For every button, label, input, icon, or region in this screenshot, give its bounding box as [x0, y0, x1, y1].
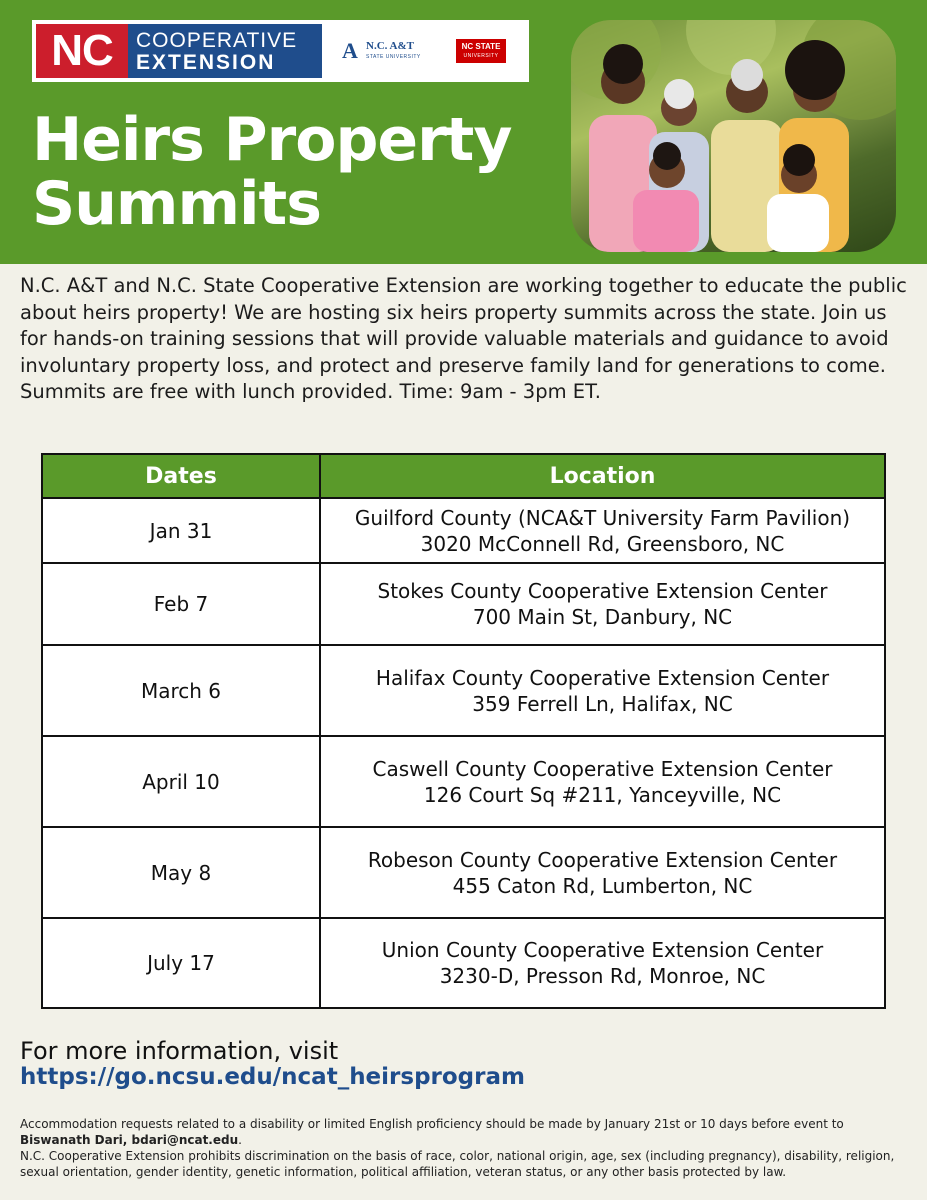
row-location	[320, 563, 885, 645]
row-date: July 17	[42, 918, 320, 1008]
row-location	[320, 918, 885, 1008]
ncat-name: N.C. A&T	[366, 40, 414, 52]
header-dates: Dates	[42, 454, 320, 498]
table-row	[42, 645, 885, 736]
title-line-1: Heirs Property	[32, 105, 512, 175]
ncat-subtitle: STATE UNIVERSITY	[366, 54, 421, 60]
location-name: Union County Cooperative Extension Center	[381, 938, 824, 962]
row-date: March 6	[42, 645, 320, 736]
location-name: Stokes County Cooperative Extension Center	[377, 579, 828, 603]
ncstate-logo	[456, 39, 506, 63]
summit-schedule-table	[41, 453, 886, 1009]
intro-paragraph: N.C. A&T and N.C. State Cooperative Extension are working together to educate the public about heirs property! We are hosting six heirs property summits across the state. Join us for hands-on training sessions that will provide valuable materials and guidance to avoid involuntary property loss, and protect and preserve family land for generations to come.	[20, 274, 907, 377]
location-address: 455 Caton Rd, Lumberton, NC	[452, 873, 753, 898]
location-address: 3230-D, Presson Rd, Monroe, NC	[439, 964, 766, 988]
header-banner	[0, 0, 927, 264]
row-date: Jan 31	[42, 498, 320, 563]
nondiscrimination-notice: N.C. Cooperative Extension prohibits discrimination on the basis of race, color, national origin, age, sex (including pregnancy), disability, religion, sexual orientation, gender identity, genetic information, political affiliation, veteran status, or any other basis protected by law.	[20, 1149, 895, 1179]
accommodation-period: .	[238, 1133, 242, 1147]
location-name: Caswell County Cooperative Extension Center	[372, 756, 833, 781]
accommodation-text: Accommodation requests related to a disability or limited English proficiency should be made by January 21st or 10 days before event to	[20, 1117, 844, 1131]
nc-cooperative-extension-logo	[36, 24, 322, 78]
family-photo	[571, 20, 896, 252]
ncstate-line-2: UNIVERSITY	[463, 53, 499, 59]
row-location	[320, 645, 885, 736]
location-address: 359 Ferrell Ln, Halifax, NC	[472, 691, 733, 716]
location-address: 126 Court Sq #211, Yanceyville, NC	[423, 782, 782, 807]
table-row	[42, 498, 885, 563]
location-name: Guilford County (NCA&T University Farm Pavilion)	[354, 505, 851, 530]
location-name: Halifax County Cooperative Extension Center	[375, 665, 830, 690]
coop-line-2: EXTENSION	[136, 51, 276, 74]
page-title	[32, 105, 512, 239]
table-row	[42, 736, 885, 827]
table-row	[42, 918, 885, 1008]
row-date: May 8	[42, 827, 320, 918]
table-header-row	[42, 454, 885, 498]
location-address: 700 Main St, Danbury, NC	[472, 605, 733, 629]
title-line-2: Summits	[32, 169, 321, 239]
ncat-aggie-mark-icon: A	[342, 38, 358, 63]
coop-line-1: COOPERATIVE	[136, 29, 298, 52]
header-location: Location	[320, 454, 885, 498]
row-date: Feb 7	[42, 563, 320, 645]
location-name: Robeson County Cooperative Extension Center	[367, 847, 838, 872]
table-row	[42, 563, 885, 645]
location-address: 3020 McConnell Rd, Greensboro, NC	[420, 531, 785, 556]
row-location	[320, 736, 885, 827]
accommodation-notice	[20, 1116, 910, 1148]
row-date: April 10	[42, 736, 320, 827]
heirs-program-link[interactable]: https://go.ncsu.edu/ncat_heirsprogram	[20, 1064, 525, 1090]
table-row	[42, 827, 885, 918]
intro-text	[20, 273, 915, 406]
family-photo-illustration	[571, 20, 896, 252]
logo-bar	[32, 20, 529, 82]
row-location	[320, 498, 885, 563]
row-location	[320, 827, 885, 918]
ncat-logo	[342, 38, 442, 66]
footer-fine-print	[20, 1116, 910, 1180]
nc-logo-mark: NC	[36, 24, 128, 78]
accommodation-contact: Biswanath Dari, bdari@ncat.edu	[20, 1133, 239, 1147]
intro-details: Summits are free with lunch provided. Time: 9am - 3pm ET.	[20, 380, 601, 403]
coop-extension-wordmark	[136, 30, 297, 74]
ncstate-line-1: NC STATE	[461, 42, 501, 51]
more-info-label: For more information, visit	[20, 1037, 339, 1065]
